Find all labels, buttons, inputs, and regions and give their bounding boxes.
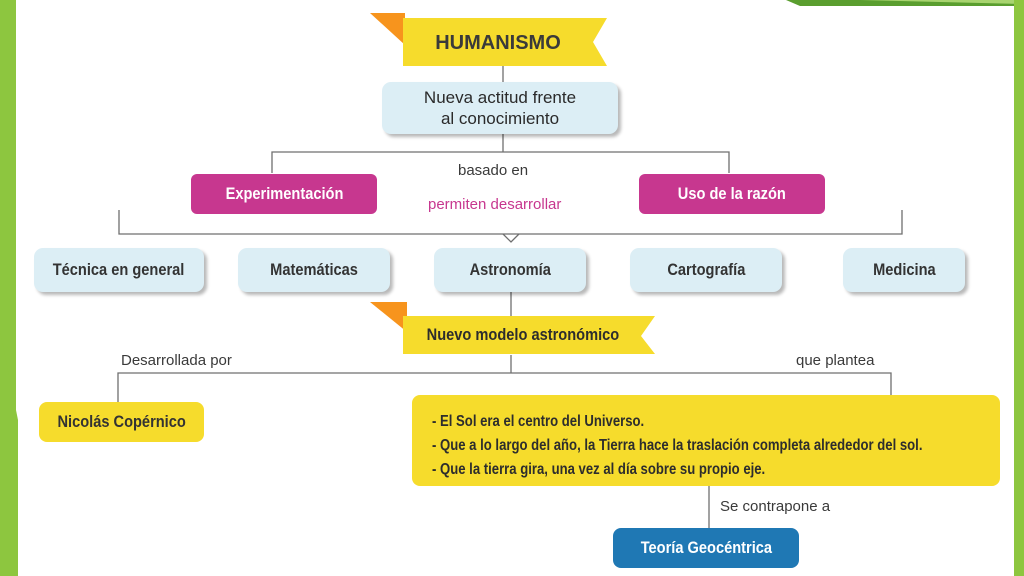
line-fields-arrow (503, 234, 519, 242)
basis-experimentacion (191, 174, 377, 214)
link-permiten-desarrollar: permiten desarrollar (428, 196, 562, 213)
field-tecnica-label: Técnica en general (53, 260, 185, 279)
field-matematicas-label: Matemáticas (270, 260, 358, 279)
field-cartografia (630, 248, 782, 292)
basis-experimentacion-label: Experimentación (225, 184, 343, 203)
field-cartografia-label: Cartografía (667, 260, 745, 279)
field-matematicas (238, 248, 390, 292)
link-que-plantea: que plantea (796, 352, 875, 369)
model-banner (403, 316, 643, 354)
author-label: Nicolás Copérnico (57, 412, 186, 431)
link-basado-en: basado en (458, 162, 529, 179)
basis-uso-razon-label: Uso de la razón (677, 184, 787, 203)
proposition-2: - Que a lo largo del año, la Tierra hace la traslación completa alrededor del sol. (432, 437, 923, 454)
field-tecnica (34, 248, 204, 292)
field-astronomia-label: Astronomía (469, 260, 551, 279)
basis-uso-razon (639, 174, 825, 214)
link-desarrollada-por: Desarrollada por (121, 352, 232, 369)
field-astronomia (434, 248, 586, 292)
field-medicina (843, 248, 965, 292)
title-text: HUMANISMO (435, 31, 561, 54)
author-box (39, 402, 204, 442)
field-medicina-label: Medicina (872, 260, 936, 279)
model-banner-label: Nuevo modelo astronómico (426, 325, 620, 344)
proposition-1: - El Sol era el centro del Universo. (432, 413, 645, 430)
root-concept-line-1: Nueva actitud frente (423, 88, 577, 107)
geocentric-label: Teoría Geocéntrica (640, 538, 772, 557)
root-concept-line-2: al conocimiento (440, 109, 560, 128)
proposition-3: - Que la tierra gira, una vez al día sobre su propio eje. (432, 461, 766, 478)
propositions-list (432, 410, 922, 482)
title-banner (403, 18, 593, 68)
geocentric-box (613, 528, 799, 568)
root-concept-box (382, 82, 618, 134)
link-se-contrapone: Se contrapone a (720, 498, 831, 515)
